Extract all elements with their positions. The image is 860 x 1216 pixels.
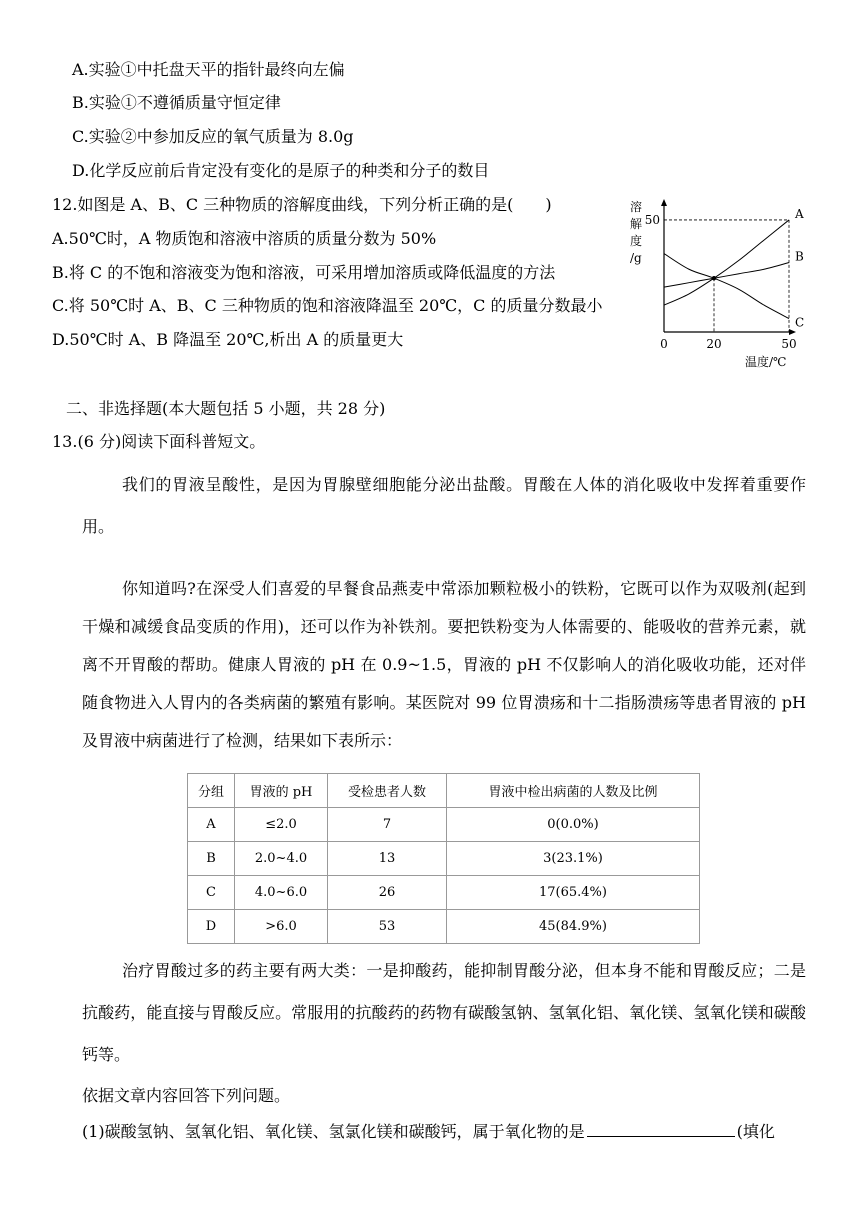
table-cell: D bbox=[188, 910, 235, 944]
q13-sub-question-1 bbox=[82, 1120, 775, 1142]
series-label: C bbox=[795, 315, 805, 330]
x-tick-label: 0 bbox=[660, 337, 668, 351]
y-axis-arrow bbox=[661, 199, 667, 206]
table-row bbox=[188, 808, 700, 842]
answer-prompt: 依据文章内容回答下列问题。 bbox=[82, 1086, 291, 1105]
q11-option-b: B.实验①不遵循质量守恒定律 bbox=[72, 93, 281, 112]
table-header-row bbox=[188, 774, 700, 808]
table-cell: 0(0.0%) bbox=[447, 808, 700, 842]
q12-option-c: C.将 50℃时 A、B、C 三种物质的饱和溶液降温至 20℃，C 的质量分数最小 bbox=[52, 296, 603, 315]
series-label: A bbox=[795, 206, 804, 221]
q13-paragraph-1: 我们的胃液呈酸性，是因为胃腺壁细胞能分泌出盐酸。胃酸在人体的消化吸收中发挥着重要作用。 bbox=[82, 475, 806, 536]
table-cell: ≤2.0 bbox=[235, 808, 328, 842]
q11-option-c: C.实验②中参加反应的氧气质量为 8.0g bbox=[72, 127, 354, 146]
curve-a bbox=[664, 220, 789, 305]
table-header-cell: 胃液中检出病菌的人数及比例 bbox=[447, 774, 700, 808]
x-tick-label: 20 bbox=[706, 337, 722, 351]
chart-curves bbox=[664, 220, 789, 319]
y-axis-label: 度 bbox=[630, 234, 643, 248]
q12-option-a: A.50℃时，A 物质饱和溶液中溶质的质量分数为 50% bbox=[52, 229, 437, 248]
table-header-cell: 胃液的 pH bbox=[235, 774, 328, 808]
table-cell: 4.0~6.0 bbox=[235, 876, 328, 910]
q12-option-d: D.50℃时 A、B 降温至 20℃,析出 A 的质量更大 bbox=[52, 330, 404, 349]
table-cell: 3(23.1%) bbox=[447, 842, 700, 876]
y-axis-label: /g bbox=[630, 251, 642, 265]
series-label: B bbox=[795, 249, 804, 264]
x-tick-label: 50 bbox=[781, 337, 797, 351]
solubility-chart bbox=[620, 195, 820, 370]
answer-blank[interactable] bbox=[587, 1120, 735, 1137]
sub-question-text: (1)碳酸氢钠、氢氧化铝、氧化镁、氢氯化镁和碳酸钙，属于氧化物的是 bbox=[82, 1122, 585, 1141]
table-row bbox=[188, 876, 700, 910]
q12-stem: 12.如图是 A、B、C 三种物质的溶解度曲线，下列分析正确的是( ) bbox=[52, 195, 552, 214]
x-axis-label: 温度/℃ bbox=[745, 355, 787, 369]
table-cell: 26 bbox=[328, 876, 447, 910]
table-cell: >6.0 bbox=[235, 910, 328, 944]
y-tick-label: 50 bbox=[644, 212, 660, 227]
chart-axes bbox=[661, 199, 796, 335]
table-header-cell: 分组 bbox=[188, 774, 235, 808]
section-heading: 二、非选择题(本大题包括 5 小题，共 28 分) bbox=[66, 399, 386, 418]
table-cell: 45(84.9%) bbox=[447, 910, 700, 944]
y-axis-label: 解 bbox=[630, 217, 643, 231]
table-cell: 7 bbox=[328, 808, 447, 842]
table-row bbox=[188, 910, 700, 944]
table-cell: A bbox=[188, 808, 235, 842]
table-cell: 17(65.4%) bbox=[447, 876, 700, 910]
table-cell: B bbox=[188, 842, 235, 876]
q13-stem: 13.(6 分)阅读下面科普短文。 bbox=[52, 432, 266, 451]
table-cell: C bbox=[188, 876, 235, 910]
table-row bbox=[188, 842, 700, 876]
curve-c bbox=[664, 254, 789, 319]
y-axis-label: 溶 bbox=[630, 200, 643, 214]
table-cell: 53 bbox=[328, 910, 447, 944]
chart-labels bbox=[630, 199, 804, 369]
q13-paragraph-3: 治疗胃酸过多的药主要有两大类：一是抑酸药，能抑制胃酸分泌，但本身不能和胃酸反应；二是抗酸药，能直接与胃酸反应。常服用的抗酸药的药物有碳酸氢钠、氢氧化铝、氧化镁、氢氧化镁和碳酸钙等。 bbox=[82, 961, 806, 1064]
sub-question-text-tail: (填化 bbox=[736, 1122, 775, 1141]
x-axis-arrow bbox=[789, 329, 796, 335]
q12-option-b: B.将 C 的不饱和溶液变为饱和溶液，可采用增加溶质或降低温度的方法 bbox=[52, 263, 556, 282]
table-cell: 13 bbox=[328, 842, 447, 876]
q13-paragraph-2: 你知道吗?在深受人们喜爱的早餐食品燕麦中常添加颗粒极小的铁粉，它既可以作为双吸剂(起到干燥和减缓食品变质的作用)，还可以作为补铁剂。要把铁粉变为人体需要的、能吸收的营养元素，就离不开胃酸的帮助。健康人胃液的 pH 在 0.9~1.5，胃液的 pH 不仅影响人的消化吸收功能，还对伴随食物进入人胃内的各类病菌的繁殖有影响。某医院对 99 位胃溃疡和十二指肠溃疡等患者胃液的 pH 及胃液中病菌进行了检测，结果如下表所示： bbox=[82, 579, 806, 750]
table-header-cell: 受检患者人数 bbox=[328, 774, 447, 808]
q11-option-a: A.实验①中托盘天平的指针最终向左偏 bbox=[72, 60, 345, 79]
gastric-ph-table bbox=[187, 773, 700, 944]
table-cell: 2.0~4.0 bbox=[235, 842, 328, 876]
q11-option-d: D.化学反应前后肯定没有变化的是原子的种类和分子的数目 bbox=[72, 161, 490, 180]
